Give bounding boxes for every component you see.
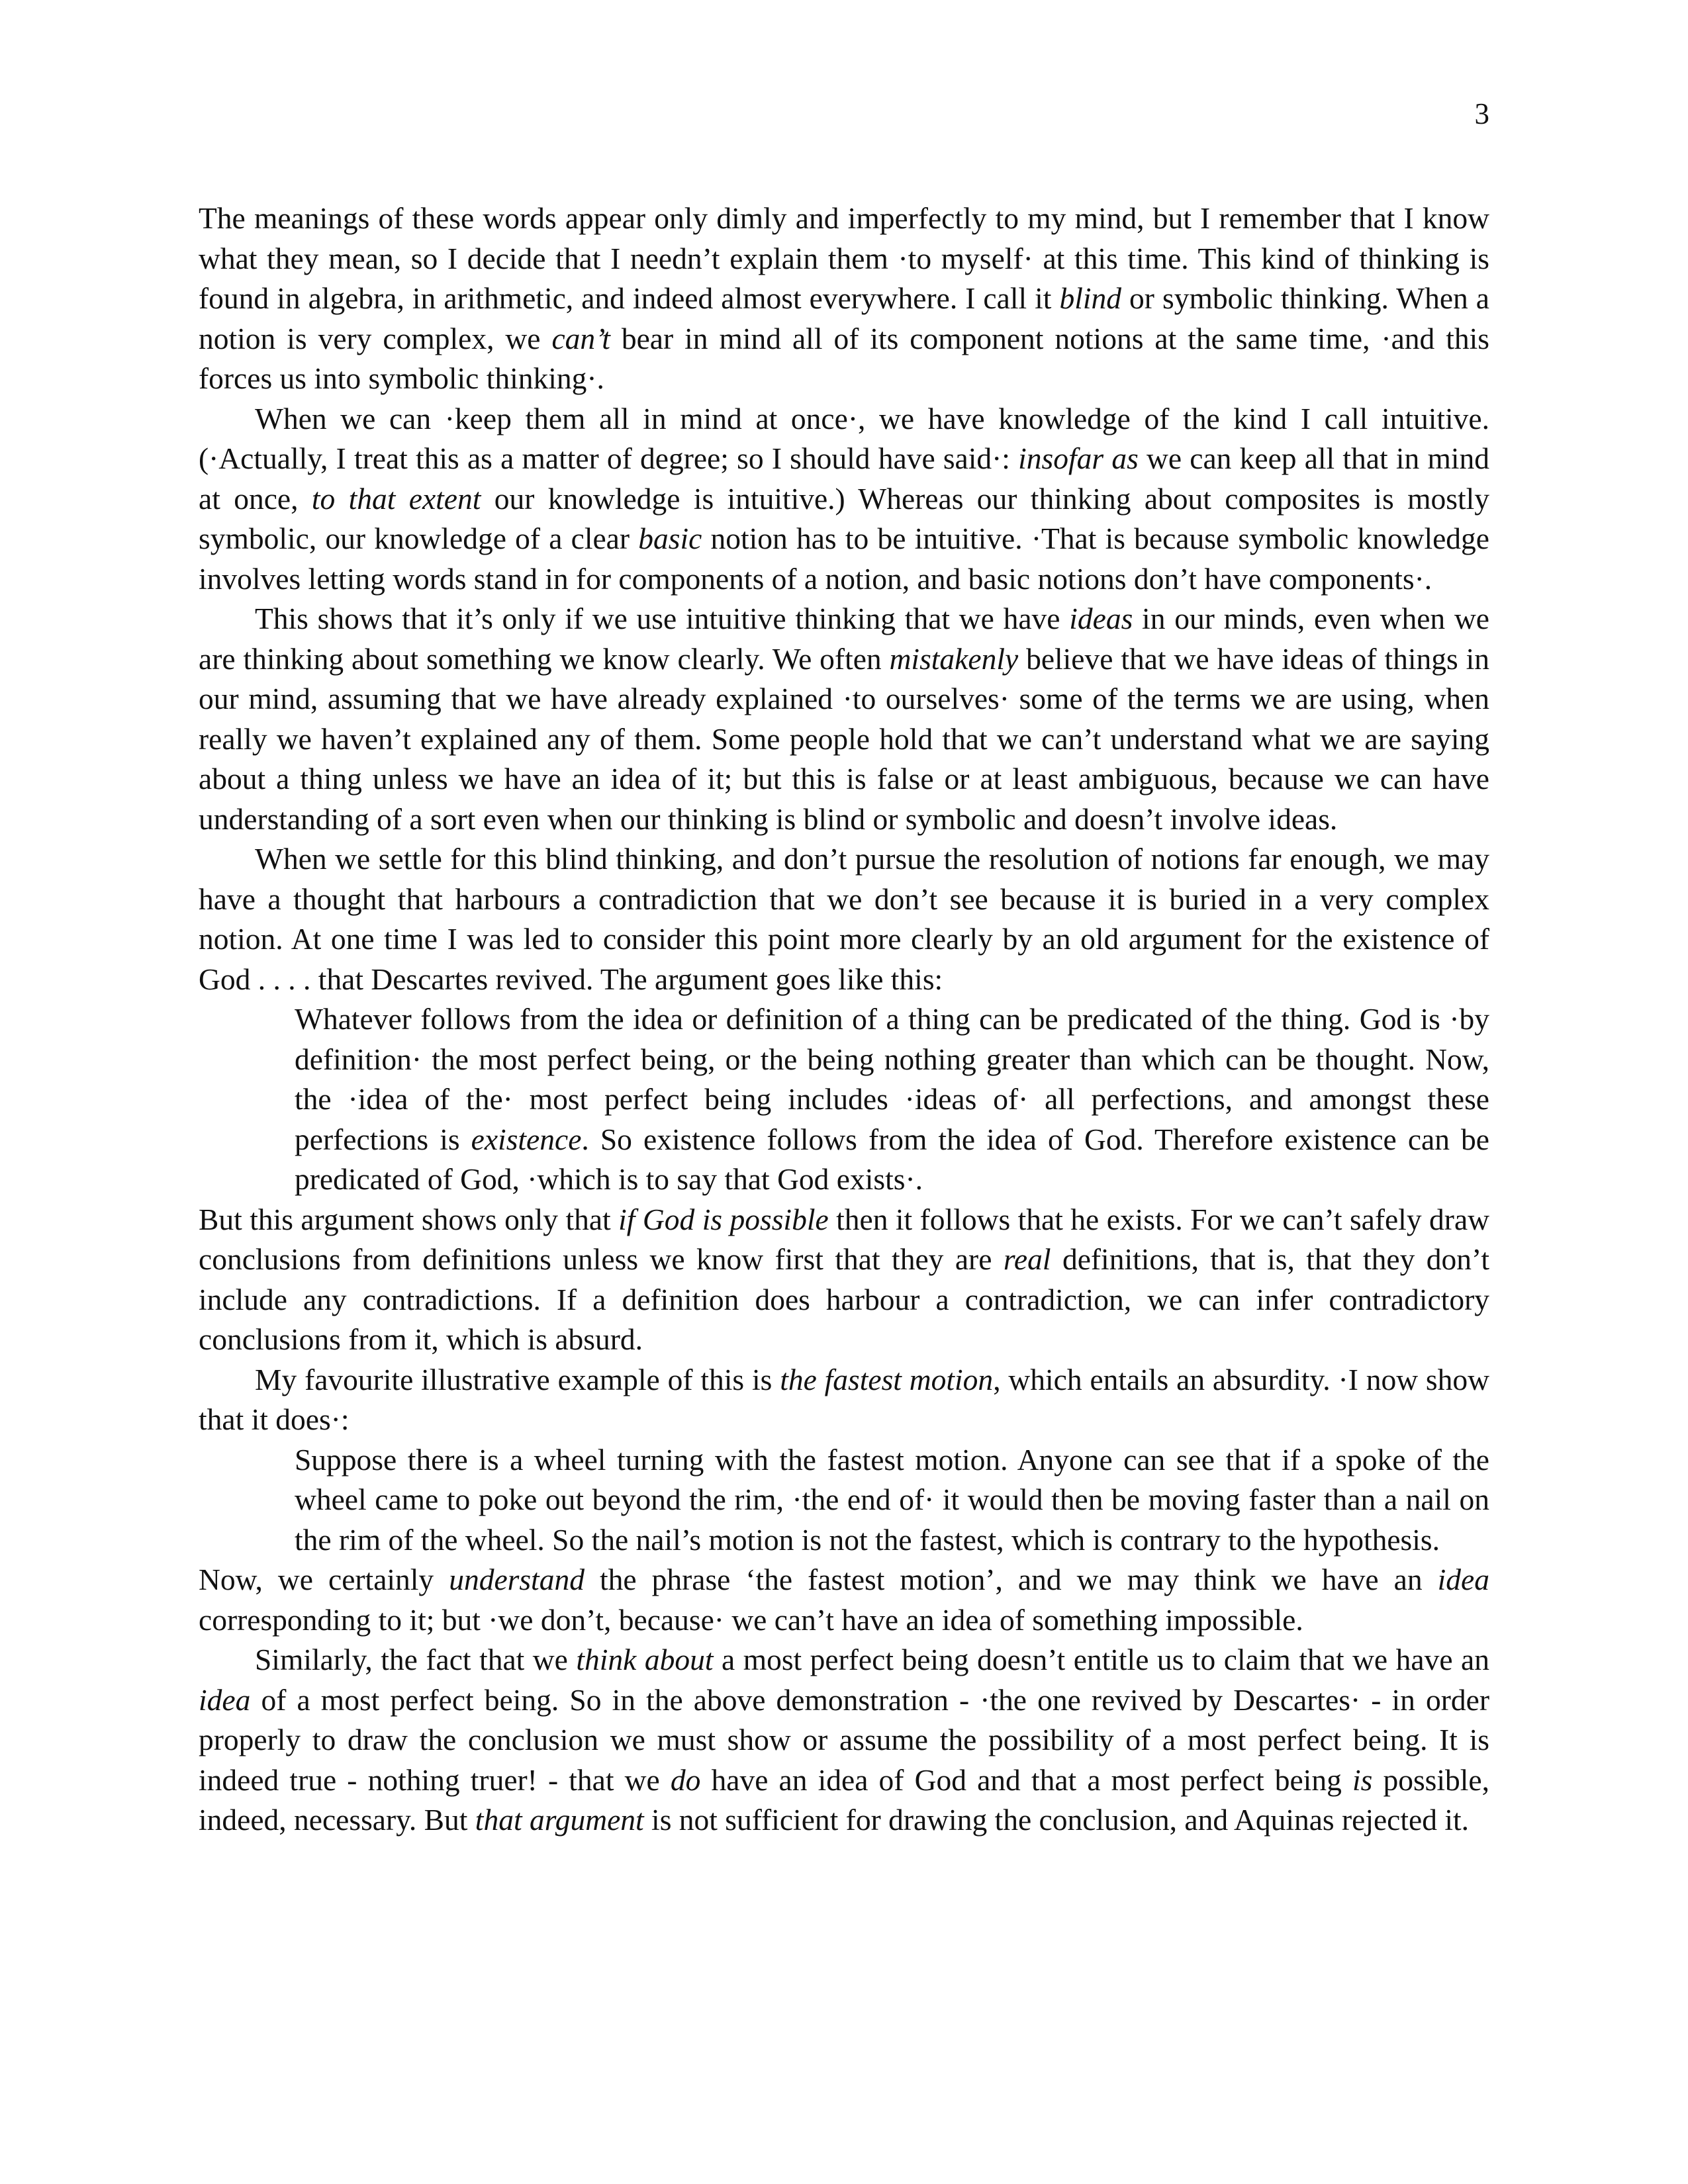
- paragraph: [199, 1560, 1489, 1640]
- text-run: believe that we have ideas of things in our mind, assuming that we have already explained ·to ourselves· some of the terms we are using, when really we haven’t explained any of them. Some people hold that we can’t understand what we are saying about a thing unless we have an idea of it; but this is false or at least ambiguous, because we can have understanding of a sort even when our thinking is blind or symbolic and doesn’t involve ideas.: [199, 641, 1489, 836]
- paragraph: [199, 599, 1489, 839]
- block-quote: [295, 1440, 1489, 1561]
- emphasis-text: is: [1352, 1762, 1373, 1797]
- paragraph: [199, 1200, 1489, 1360]
- emphasis-text: can’t: [551, 321, 610, 355]
- text-run: Now, we certainly: [199, 1563, 449, 1596]
- emphasis-text: basic: [638, 522, 702, 555]
- emphasis-text: idea: [199, 1682, 251, 1717]
- text-run: bear in mind all of its component notions at the same time, ·and this forces us into symbolic thinking·.: [199, 321, 1489, 395]
- emphasis-text: idea: [1437, 1563, 1489, 1596]
- text-run: corresponding to it; but ·we don’t, because· we can’t have an idea of something impossible.: [199, 1602, 1303, 1637]
- text-run: When we settle for this blind thinking, and don’t pursue the resolution of notions far enough, we may have a thought that harbours a contradiction that we don’t see because it is buried in a very complex notion. At one time I was led to consider this point more clearly by an old argument for the existence of God . . . . that Descartes revived. The argument goes like this:: [199, 842, 1489, 996]
- text-run: then it follows that he exists. For we can’t safely draw conclusions from definitions unless we know first that they are: [199, 1202, 1489, 1276]
- text-run: Similarly, the fact that we: [255, 1643, 577, 1676]
- emphasis-text: the fastest motion: [780, 1362, 994, 1396]
- text-run: is not sufficient for drawing the conclusion, and Aquinas rejected it.: [643, 1803, 1469, 1837]
- text-run: My favourite illustrative example of this is: [255, 1362, 780, 1396]
- emphasis-text: if God is possible: [618, 1202, 829, 1236]
- paragraph: [199, 199, 1489, 399]
- text-run: or symbolic thinking. When a notion is very complex, we: [199, 281, 1490, 355]
- text-run: This shows that it’s only if we use intuitive thinking that we have: [255, 602, 1070, 635]
- paragraph: [199, 1360, 1489, 1440]
- text-run: a most perfect being doesn’t entitle us to claim that we have an: [713, 1643, 1489, 1676]
- emphasis-text: insofar as: [1018, 441, 1139, 475]
- emphasis-text: real: [1003, 1242, 1051, 1276]
- text-run: have an idea of God and that a most perfect being: [700, 1762, 1352, 1797]
- paragraph: [199, 1640, 1489, 1841]
- text-run: When we can ·keep them all in mind at once·, we have knowledge of the kind I call intuitive. (·Actually, I treat this as a matter of degree; so I should have said·:: [199, 401, 1489, 475]
- block-quote: [295, 999, 1489, 1200]
- text-run: in our minds, even when we are thinking about something we know clearly. We often: [199, 602, 1489, 676]
- paragraph: [199, 399, 1489, 600]
- text-run: But this argument shows only that: [199, 1202, 619, 1236]
- page-number: 3: [1474, 97, 1489, 130]
- text-run: the phrase ‘the fastest motion’, and we may think we have an: [584, 1563, 1438, 1596]
- text-run: Whatever follows from the idea or definition of a thing can be predicated of the thing. God is ·by definition· the most perfect being, or the being nothing greater than which can be thought. Now, the ·idea of the· most perfect being includes ·ideas of· all perfections, and amongst these perfections is: [295, 1002, 1489, 1156]
- text-body: [199, 199, 1489, 1841]
- emphasis-text: do: [670, 1762, 701, 1797]
- text-run: we can keep all that in mind at once,: [199, 441, 1490, 516]
- emphasis-text: think about: [576, 1643, 714, 1676]
- emphasis-text: to that extent: [311, 481, 481, 516]
- text-run: possible, indeed, necessary. But: [199, 1762, 1489, 1837]
- emphasis-text: blind: [1059, 281, 1122, 315]
- text-run: definitions, that is, that they don’t include any contradictions. If a definition does harbour a contradiction, we can infer contradictory conclusions from it, which is absurd.: [199, 1242, 1490, 1356]
- emphasis-text: understand: [449, 1563, 585, 1596]
- text-run: . So existence follows from the idea of God. Therefore existence can be predicated of God, ·which is to say that God exists·.: [295, 1122, 1490, 1196]
- text-run: Suppose there is a wheel turning with the fastest motion. Anyone can see that if a spoke of the wheel came to poke out beyond the rim, ·the end of· it would then be moving faster than a nail on the rim of the wheel. So the nail’s motion is not the fastest, which is contrary to the hypothesis.: [295, 1442, 1489, 1557]
- paragraph: [199, 839, 1489, 999]
- text-run: our knowledge is intuitive.) Whereas our thinking about composites is mostly symbolic, our knowledge of a clear: [199, 481, 1490, 555]
- emphasis-text: that argument: [475, 1803, 644, 1837]
- text-run: notion has to be intuitive. ·That is because symbolic knowledge involves letting words stand in for components of a notion, and basic notions don’t have components·.: [199, 522, 1490, 596]
- text-run: The meanings of these words appear only dimly and imperfectly to my mind, but I remember that I know what they mean, so I decide that I needn’t explain them ·to myself· at this time. This kind of thinking is found in algebra, in arithmetic, and indeed almost everywhere. I call it: [199, 201, 1489, 315]
- emphasis-text: mistakenly: [889, 641, 1019, 676]
- emphasis-text: ideas: [1069, 602, 1133, 635]
- emphasis-text: existence: [471, 1122, 582, 1156]
- text-run: , which entails an absurdity. ·I now show that it does·:: [199, 1362, 1490, 1436]
- text-run: of a most perfect being. So in the above demonstration - ·the one revived by Descartes· - in order properly to draw the conclusion we must show or assume the possibility of a most perfect being. It is indeed true - nothing truer! - that we: [199, 1682, 1489, 1797]
